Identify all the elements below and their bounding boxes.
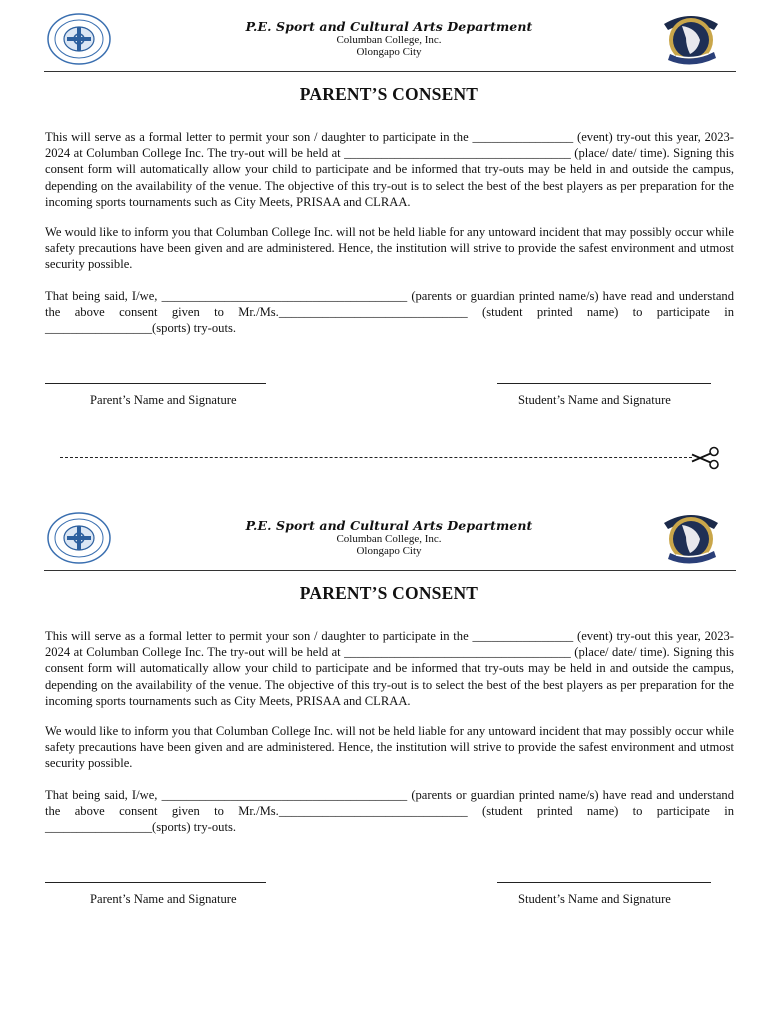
consent-paragraph-permission: This will serve as a formal letter to permit your son / daughter to participate in the ________________ (event) try-out this year, 2023-2024 at Columban College Inc. The try-out will be held at ____________________________________ (place/ date/ time). Signing this consent form will automatically allow your child to participate and be informed that try-outs may be held in and outside the campus, depending on the availability of the venue. The objective of this try-out is to select the best of the best players as per preparation for the incoming sports tournaments such as City Meets, PRISAA and CLRAA. (45, 130, 734, 209)
consent-paragraph-permission: This will serve as a formal letter to permit your son / daughter to participate in the ________________ (event) try-out this year, 2023-2024 at Columban College Inc. The try-out will be held at ____________________________________ (place/ date/ time). Signing this consent form will automatically allow your child to participate and be informed that try-outs may be held in and outside the campus, depending on the availability of the venue. The objective of this try-out is to select the best of the best players as per preparation for the incoming sports tournaments such as City Meets, PRISAA and CLRAA. (45, 629, 734, 708)
department-name: P.E. Sport and Cultural Arts Department (245, 19, 533, 34)
city-name: Olongapo City (356, 46, 422, 58)
institution-name: Columban College, Inc. (336, 533, 442, 545)
student-signature-line[interactable] (497, 383, 711, 384)
consent-form-top (0, 0, 768, 407)
cut-line (60, 457, 692, 458)
student-signature-label: Student’s Name and Signature (518, 393, 671, 407)
parent-signature-line[interactable] (45, 882, 266, 883)
form-title: PARENT’S CONSENT (299, 84, 479, 104)
institution-name: Columban College, Inc. (336, 34, 442, 46)
letterhead (0, 0, 768, 72)
letterhead (0, 499, 768, 571)
student-signature-line[interactable] (497, 882, 711, 883)
parent-signature-label: Parent’s Name and Signature (90, 892, 237, 906)
consent-paragraph-liability: We would like to inform you that Columban College Inc. will not be held liable for any untoward incident that may possibly occur while safety precautions have been given and are administered. Hence, the institution will strive to provide the safest environment and utmost security possible. (45, 225, 734, 272)
department-name: P.E. Sport and Cultural Arts Department (245, 518, 533, 533)
knights-mascot-logo-icon (656, 6, 726, 70)
parent-signature-line[interactable] (45, 383, 266, 384)
knights-mascot-logo-icon (656, 505, 726, 569)
consent-form-bottom (0, 499, 768, 906)
header-divider (44, 71, 736, 72)
consent-paragraph-liability: We would like to inform you that Columban College Inc. will not be held liable for any untoward incident that may possibly occur while safety precautions have been given and are administered. Hence, the institution will strive to provide the safest environment and utmost security possible. (45, 724, 734, 771)
consent-paragraph-agreement: That being said, I/we, _______________________________________ (parents or guardian printed name/s) have read and understand the above consent given to Mr./Ms.______________________________ (student printed name) to participate in _________________(sports) try-outs. (45, 289, 734, 336)
scissors-icon (690, 446, 722, 470)
student-signature-label: Student’s Name and Signature (518, 892, 671, 906)
header-divider (44, 570, 736, 571)
city-name: Olongapo City (356, 545, 422, 557)
form-title: PARENT’S CONSENT (299, 583, 479, 603)
consent-paragraph-agreement: That being said, I/we, _______________________________________ (parents or guardian printed name/s) have read and understand the above consent given to Mr./Ms.______________________________ (student printed name) to participate in _________________(sports) try-outs. (45, 788, 734, 835)
parent-signature-label: Parent’s Name and Signature (90, 393, 237, 407)
